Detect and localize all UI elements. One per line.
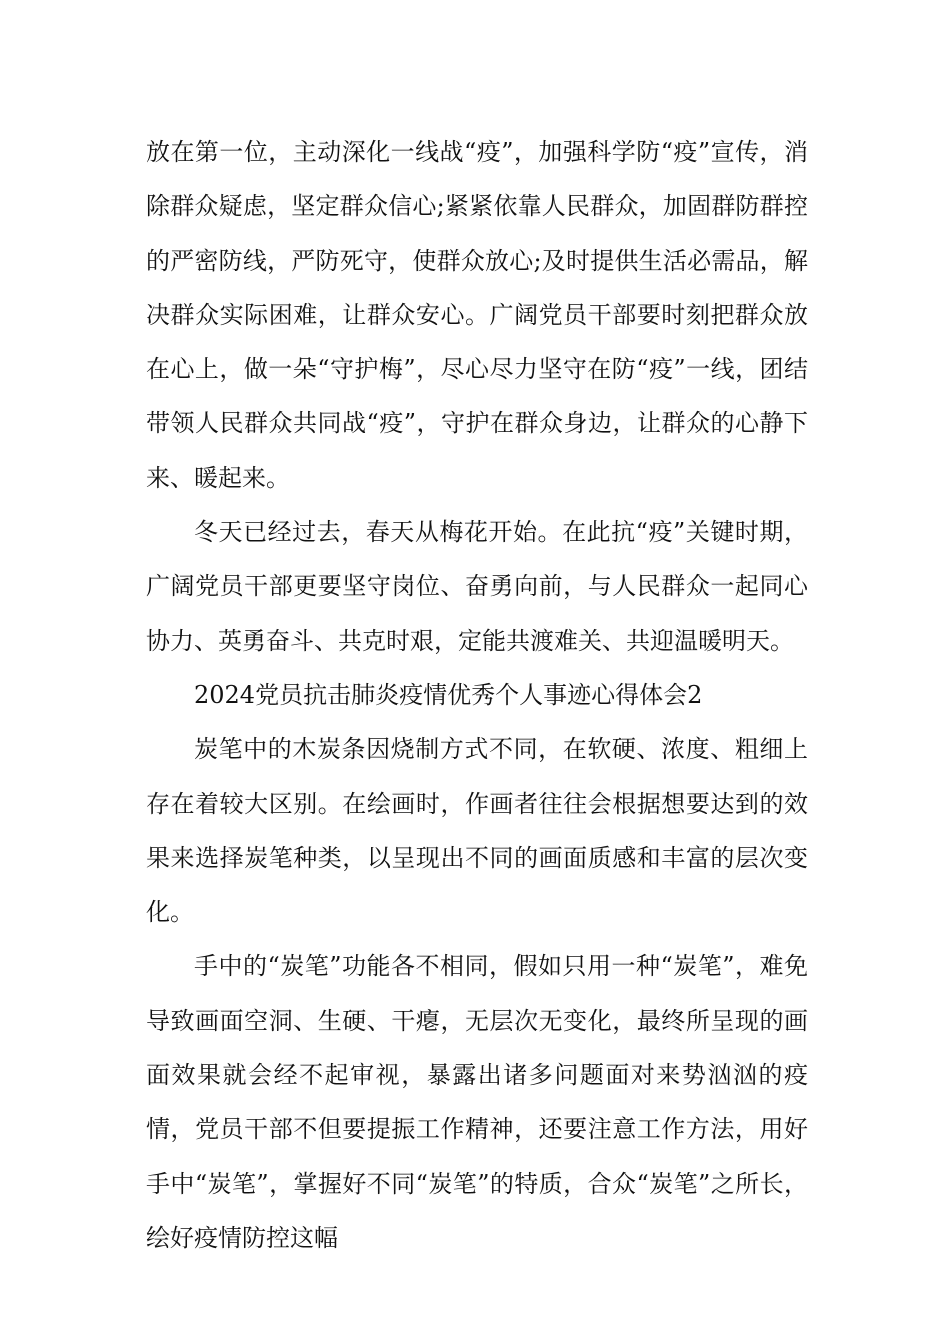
document-page xyxy=(146,125,808,1265)
paragraph-charcoal: 炭笔中的木炭条因烧制方式不同，在软硬、浓度、粗细上存在着较大区别。在绘画时，作画者往往会根据想要达到的效果来选择炭笔种类，以呈现出不同的画面质感和丰富的层次变化。 xyxy=(146,735,808,927)
section-title: 2024党员抗击肺炎疫情优秀个人事迹心得体会2 xyxy=(194,680,703,709)
paragraph-continued: 放在第一位，主动深化一线战“疫”，加强科学防“疫”宣传，消除群众疑虑，坚定群众信心;紧紧依靠人民群众，加固群防群控的严密防线，严防死守，使群众放心;及时提供生活必需品，解决群众实际困难，让群众安心。广阔党员干部要时刻把群众放在心上，做一朵“守护梅”，尽心尽力坚守在防“疫”一线，团结带领人民群众共同战“疫”，守护在群众身边，让群众的心静下来、暖起来。 xyxy=(146,138,808,492)
paragraph-winter: 冬天已经过去，春天从梅花开始。在此抗“疫”关键时期，广阔党员干部更要坚守岗位、奋勇向前，与人民群众一起同心协力、英勇奋斗、共克时艰，定能共渡难关、共迎温暖明天。 xyxy=(146,518,808,655)
paragraph-pens: 手中的“炭笔”功能各不相同，假如只用一种“炭笔”，难免导致画面空洞、生硬、干瘪，无层次无变化，最终所呈现的画面效果就会经不起审视，暴露出诸多问题面对来势汹汹的疫情，党员干部不但要提振工作精神，还要注意工作方法，用好手中“炭笔”，掌握好不同“炭笔”的特质，合众“炭笔”之所长，绘好疫情防控这幅 xyxy=(146,952,808,1252)
